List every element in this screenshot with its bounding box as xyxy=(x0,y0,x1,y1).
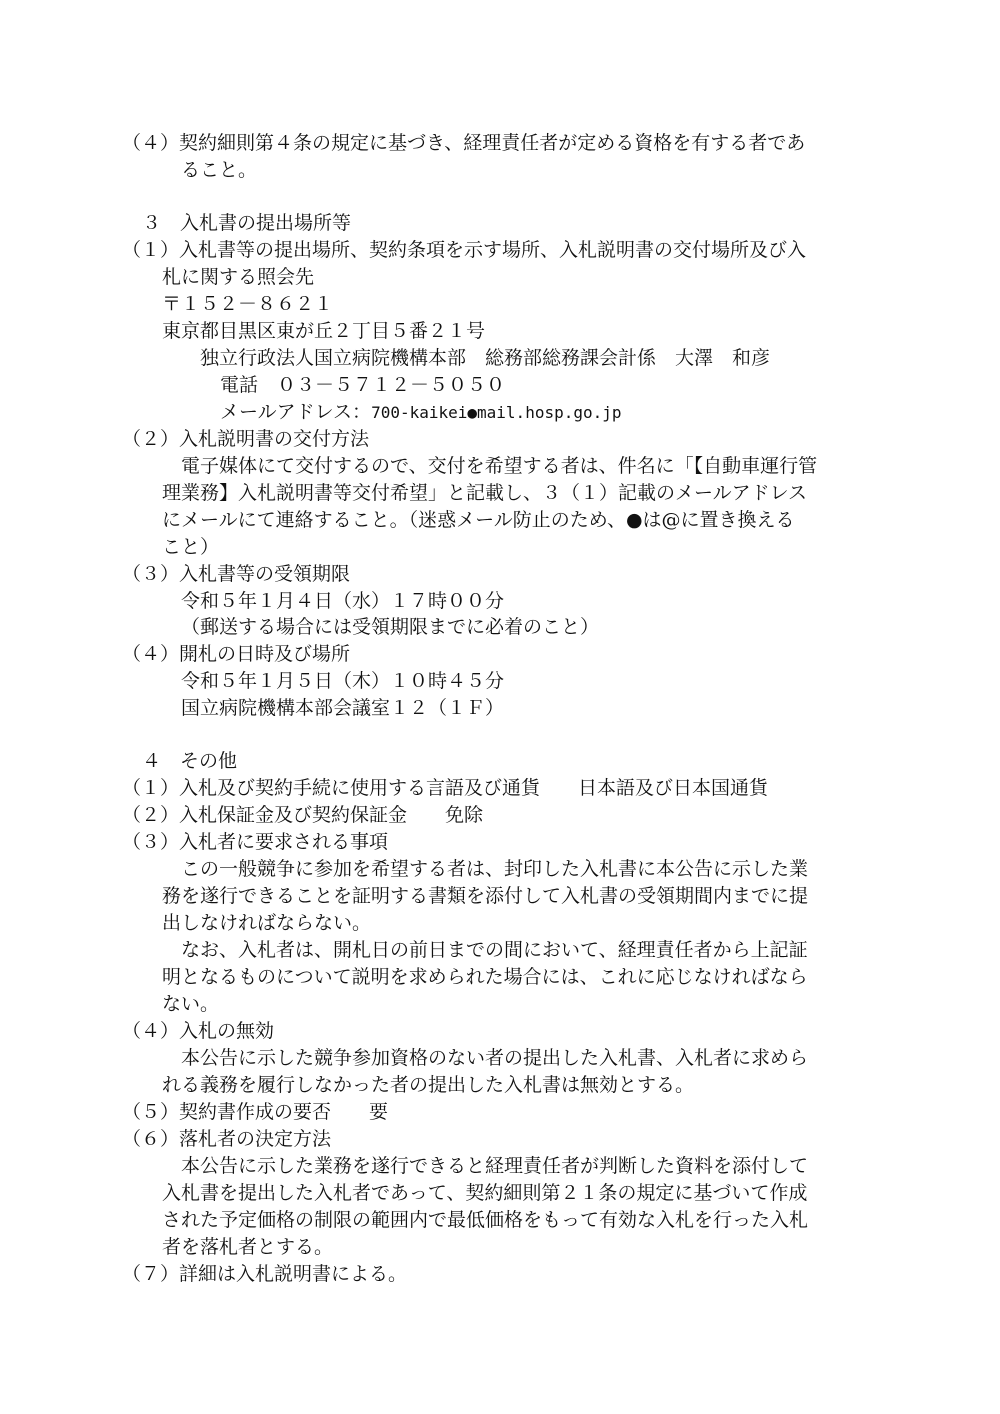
sec4-item4-line1: 本公告に示した競争参加資格のない者の提出した入札書、入札者に求めら xyxy=(162,1047,809,1069)
deadline-note: （郵送する場合には受領期限までに必着のこと） xyxy=(181,616,600,638)
sec3-item1-line1: （１）入札書等の提出場所、契約条項を示す場所、入札説明書の交付場所及び入 xyxy=(122,239,807,261)
sec4-item6-line2: 入札書を提出した入札者であって、契約細則第２１条の規定に基づいて作成 xyxy=(162,1182,808,1204)
sec3-item2-line3: にメールにて連絡すること。（迷惑メール防止のため、●は@に置き換える xyxy=(162,509,795,531)
sec4-item4-line2: れる義務を履行しなかった者の提出した入札書は無効とする。 xyxy=(162,1074,695,1096)
sec4-item6-line3: された予定価格の制限の範囲内で最低価格をもって有効な入札を行った入札 xyxy=(162,1209,809,1231)
sec4-item3-line2: 務を遂行できることを証明する書類を添付して入札書の受領期間内までに提 xyxy=(162,885,809,907)
sec4-item4-title: （４）入札の無効 xyxy=(122,1020,275,1042)
sec4-item3-line5: 明となるものについて説明を求められた場合には、これに応じなければなら xyxy=(162,966,808,988)
sec4-item6-title: （６）落札者の決定方法 xyxy=(122,1128,332,1150)
sec2-item4-line1: （４）契約細則第４条の規定に基づき、経理責任者が定める資格を有する者であ xyxy=(122,132,806,154)
contact-mail xyxy=(220,399,622,426)
sec4-item6-line1: 本公告に示した業務を遂行できると経理責任者が判断した資料を添付して xyxy=(162,1155,809,1177)
sec3-item1-line2: 札に関する照会先 xyxy=(162,266,315,288)
sec4-item3-line3: 出しなければならない。 xyxy=(162,912,372,934)
opening-date: 令和５年１月５日（木）１０時４５分 xyxy=(181,670,505,692)
sec4-item3-line6: ない。 xyxy=(162,993,220,1015)
sec3-item2-line2: 理業務】入札説明書等交付希望」と記載し、３（１）記載のメールアドレス xyxy=(162,482,808,504)
sec3-item2-line4: こと） xyxy=(162,536,220,558)
sec4-item3-line4: なお、入札者は、開札日の前日までの間において、経理責任者から上記証 xyxy=(162,939,808,961)
sec4-item3-line1: この一般競争に参加を希望する者は、封印した入札書に本公告に示した業 xyxy=(162,858,809,880)
sec4-item1: （１）入札及び契約手続に使用する言語及び通貨 日本語及び日本国通貨 xyxy=(122,777,769,799)
mail-label: メールアドレス： xyxy=(220,401,372,423)
contact-org: 独立行政法人国立病院機構本部 総務部総務課会計係 大澤 和彦 xyxy=(200,347,771,369)
mail-address: 700-kaikei●mail.hosp.go.jp xyxy=(371,403,622,422)
sec4-item2: （２）入札保証金及び契約保証金 免除 xyxy=(122,804,484,826)
contact-tel: 電話 ０３－５７１２－５０５０ xyxy=(220,374,506,396)
sec3-item2-line1: 電子媒体にて交付するので、交付を希望する者は、件名に「【自動車運行管 xyxy=(181,455,818,477)
sec3-item3-title: （３）入札書等の受領期限 xyxy=(122,563,351,585)
opening-place: 国立病院機構本部会議室１２（１Ｆ） xyxy=(181,697,505,719)
sec4-item3-title: （３）入札者に要求される事項 xyxy=(122,831,389,853)
sec4-heading: ４ その他 xyxy=(142,750,238,772)
sec4-item7: （７）詳細は入札説明書による。 xyxy=(122,1263,408,1285)
deadline-date: 令和５年１月４日（水）１７時００分 xyxy=(181,590,505,612)
sec2-item4-line2: ること。 xyxy=(181,159,258,181)
sec4-item6-line4: 者を落札者とする。 xyxy=(162,1236,334,1258)
sec4-item5: （５）契約書作成の要否 要 xyxy=(122,1101,389,1123)
sec3-item2-title: （２）入札説明書の交付方法 xyxy=(122,428,370,450)
sec3-heading: ３ 入札書の提出場所等 xyxy=(142,212,352,234)
sec3-item4-title: （４）開札の日時及び場所 xyxy=(122,643,351,665)
address: 東京都目黒区東が丘２丁目５番２１号 xyxy=(162,320,486,342)
postal-code: 〒１５２－８６２１ xyxy=(162,293,334,315)
